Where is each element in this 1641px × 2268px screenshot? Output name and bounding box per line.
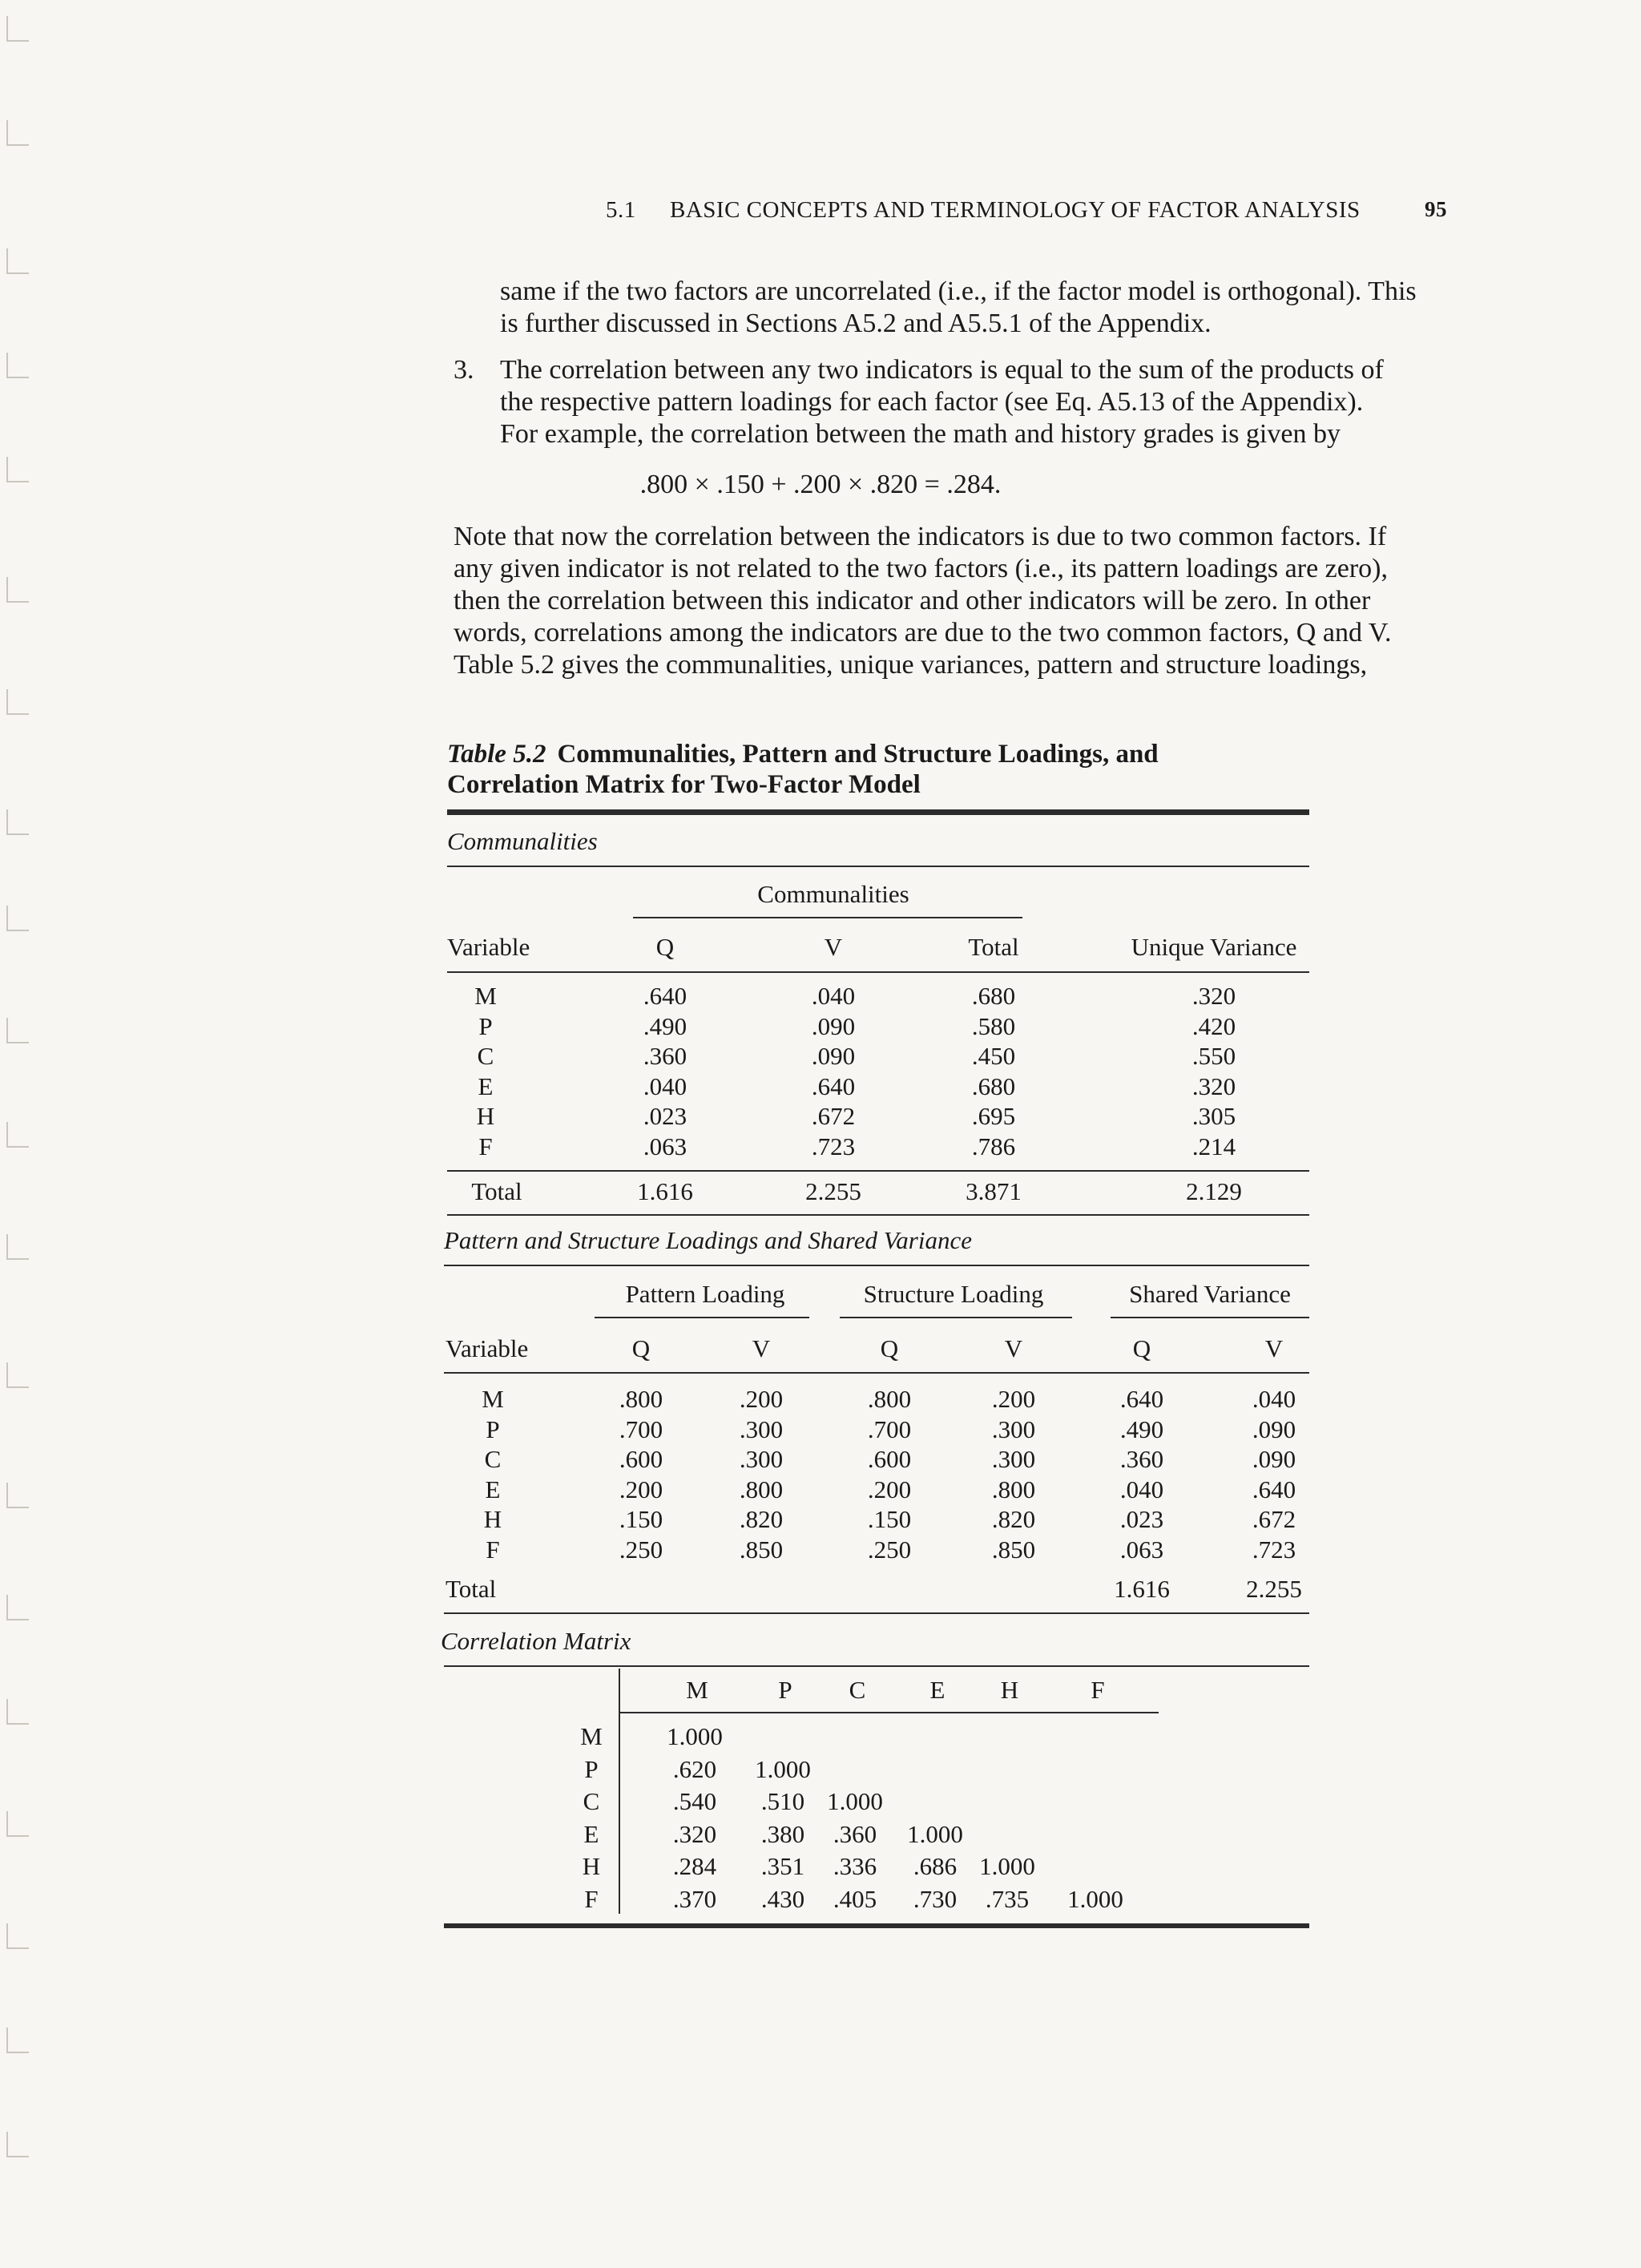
rule: [633, 917, 1022, 918]
table-cell: .820: [739, 1505, 784, 1533]
table-cell: .800: [739, 1475, 784, 1503]
table-cell: .786: [971, 1132, 1016, 1160]
table-cell: .640: [1252, 1475, 1296, 1503]
column-header: C: [849, 1676, 866, 1704]
table-cell: .490: [1119, 1414, 1164, 1443]
table-row: [0, 1504, 1641, 1535]
table-cell: .360: [643, 1042, 687, 1070]
table-cell: .320: [1191, 982, 1236, 1010]
table-cell: .023: [643, 1102, 687, 1130]
table-cell: .800: [619, 1385, 663, 1413]
table-cell: .090: [1252, 1414, 1296, 1443]
table-cell: .420: [1191, 1011, 1236, 1040]
text-line: For example, the correlation between the math and history grades is given by: [500, 419, 1341, 449]
rule: [447, 1214, 1309, 1216]
table-row: [0, 1444, 1641, 1475]
table-label: Table 5.2: [447, 740, 546, 769]
total-value: 1.616: [637, 1177, 693, 1205]
column-header: V: [1004, 1334, 1023, 1362]
table-bottom-rule: [444, 1923, 1309, 1928]
table-row: [0, 1475, 1641, 1505]
table-cell: 1.000: [827, 1787, 883, 1815]
table-cell: .600: [867, 1445, 912, 1473]
table-cell: .550: [1191, 1042, 1236, 1070]
group-header: Pattern Loading: [625, 1280, 785, 1308]
row-label: M: [474, 982, 497, 1010]
table-cell: .040: [811, 982, 856, 1010]
column-header: P: [778, 1676, 792, 1704]
table-cell: .370: [672, 1884, 717, 1913]
table-cell: .640: [643, 982, 687, 1010]
table-row: [0, 1384, 1641, 1414]
row-label: F: [478, 1132, 493, 1160]
correlation-section-title: Correlation Matrix: [441, 1627, 631, 1655]
table-cell: .250: [619, 1535, 663, 1564]
column-header: M: [686, 1676, 708, 1704]
table-cell: 1.000: [979, 1852, 1035, 1880]
row-label: E: [583, 1819, 599, 1848]
table-cell: .735: [985, 1884, 1030, 1913]
row-label: H: [483, 1505, 502, 1533]
column-header: V: [824, 933, 843, 961]
table-cell: .300: [991, 1445, 1036, 1473]
row-label: M: [580, 1722, 603, 1750]
communalities-section-title: Communalities: [447, 827, 598, 855]
table-cell: .090: [811, 1042, 856, 1070]
table-cell: .250: [867, 1535, 912, 1564]
total-value: 2.255: [805, 1177, 861, 1205]
table-cell: .320: [1191, 1071, 1236, 1100]
table-row: [0, 1414, 1641, 1445]
column-header: Q: [631, 1334, 651, 1362]
rule: [444, 1372, 1309, 1374]
table-cell: .063: [1119, 1535, 1164, 1564]
row-label: P: [584, 1754, 599, 1783]
table-row: [0, 1101, 1641, 1132]
rule: [444, 1612, 1309, 1614]
rule: [444, 1265, 1309, 1266]
table-cell: .360: [833, 1819, 877, 1848]
table-cell: .450: [971, 1042, 1016, 1070]
pattern-group-header-row: [0, 1279, 1641, 1310]
communalities-header-row: [0, 932, 1641, 962]
table-cell: .214: [1191, 1132, 1236, 1160]
table-row: [0, 1754, 1641, 1785]
table-cell: .580: [971, 1011, 1016, 1040]
column-header: V: [1264, 1334, 1284, 1362]
rule: [444, 1665, 1309, 1667]
table-cell: .063: [643, 1132, 687, 1160]
table-row: [0, 1071, 1641, 1102]
table-cell: .850: [991, 1535, 1036, 1564]
rule: [1111, 1317, 1309, 1318]
total-value: 2.255: [1246, 1575, 1302, 1603]
table-cell: .300: [739, 1414, 784, 1443]
table-row: [0, 1041, 1641, 1071]
rule: [447, 971, 1309, 973]
row-label: C: [484, 1445, 502, 1473]
row-label: C: [477, 1042, 494, 1070]
total-value: 1.616: [1114, 1575, 1170, 1603]
table-cell: 1.000: [907, 1819, 963, 1848]
table-cell: .672: [1252, 1505, 1296, 1533]
table-cell: .850: [739, 1535, 784, 1564]
table-row: [0, 1884, 1641, 1915]
table-cell: .284: [672, 1852, 717, 1880]
column-header: Q: [880, 1334, 899, 1362]
total-value: 2.129: [1186, 1177, 1242, 1205]
table-cell: .695: [971, 1102, 1016, 1130]
group-header: Structure Loading: [863, 1280, 1044, 1308]
table-cell: .200: [739, 1385, 784, 1413]
table-cell: .723: [1252, 1535, 1296, 1564]
table-cell: .040: [1119, 1475, 1164, 1503]
table-cell: .040: [643, 1071, 687, 1100]
rule: [620, 1712, 1159, 1713]
row-label: P: [478, 1011, 493, 1040]
column-header: F: [1091, 1676, 1105, 1704]
table-cell: .723: [811, 1132, 856, 1160]
table-row: [0, 1721, 1641, 1752]
table-cell: 1.000: [755, 1754, 811, 1783]
table-cell: .200: [991, 1385, 1036, 1413]
group-header: Communalities: [757, 880, 909, 908]
section-number: 5.1: [606, 197, 636, 223]
table-cell: .300: [991, 1414, 1036, 1443]
table-top-rule: [447, 809, 1309, 815]
table-cell: .800: [867, 1385, 912, 1413]
table-cell: .820: [991, 1505, 1036, 1533]
table-cell: .686: [913, 1852, 958, 1880]
text-line: then the correlation between this indicator and other indicators will be zero. In other: [454, 586, 1371, 615]
total-value: 3.871: [966, 1177, 1022, 1205]
column-header: H: [1000, 1676, 1019, 1704]
pattern-total-row: [0, 1574, 1641, 1604]
text-line: is further discussed in Sections A5.2 and A5.5.1 of the Appendix.: [500, 309, 1212, 338]
table-cell: .490: [643, 1011, 687, 1040]
table-cell: .640: [1119, 1385, 1164, 1413]
row-label: H: [476, 1102, 495, 1130]
table-cell: .430: [760, 1884, 805, 1913]
row-label: C: [583, 1787, 600, 1815]
row-label: M: [482, 1385, 504, 1413]
page-number: 95: [1425, 197, 1447, 221]
text-line: Table 5.2 gives the communalities, unique variances, pattern and structure loadings,: [454, 650, 1368, 680]
table-cell: .680: [971, 982, 1016, 1010]
table-cell: .200: [867, 1475, 912, 1503]
table-cell: .510: [760, 1787, 805, 1815]
table-caption: [447, 739, 1309, 800]
pattern-section-title: Pattern and Structure Loadings and Shared Variance: [444, 1226, 972, 1254]
text-line: words, correlations among the indicators are due to the two common factors, Q and V.: [454, 618, 1392, 648]
table-cell: .200: [619, 1475, 663, 1503]
text-line: same if the two factors are uncorrelated (i.e., if the factor model is orthogonal). This: [500, 276, 1417, 306]
table-cell: .023: [1119, 1505, 1164, 1533]
column-header: Total: [968, 933, 1019, 961]
table-cell: .540: [672, 1787, 717, 1815]
table-row: [0, 1819, 1641, 1850]
column-header: Q: [655, 933, 675, 961]
table-cell: .620: [672, 1754, 717, 1783]
row-label: H: [582, 1852, 601, 1880]
table-cell: .040: [1252, 1385, 1296, 1413]
table-cell: .700: [867, 1414, 912, 1443]
table-row: [0, 1535, 1641, 1565]
section-title: BASIC CONCEPTS AND TERMINOLOGY OF FACTOR ANALYSIS: [670, 197, 1361, 223]
equation: .800 × .150 + .200 × .820 = .284.: [639, 470, 1002, 499]
column-header: Q: [1132, 1334, 1151, 1362]
table-cell: .600: [619, 1445, 663, 1473]
table-row: [0, 981, 1641, 1011]
total-label: Total: [471, 1177, 522, 1205]
row-label: E: [485, 1475, 501, 1503]
column-header: V: [752, 1334, 771, 1362]
table-cell: .300: [739, 1445, 784, 1473]
table-cell: .090: [811, 1011, 856, 1040]
correlation-header-row: [0, 1675, 1641, 1705]
table-cell: .730: [913, 1884, 958, 1913]
row-label: P: [486, 1414, 500, 1443]
text-line: the respective pattern loadings for each factor (see Eq. A5.13 of the Appendix).: [500, 387, 1364, 417]
row-label: E: [478, 1071, 494, 1100]
table-cell: .672: [811, 1102, 856, 1130]
table-cell: 1.000: [1067, 1884, 1123, 1913]
table-cell: 1.000: [667, 1722, 723, 1750]
column-header: Unique Variance: [1131, 933, 1297, 961]
column-header: Variable: [447, 933, 530, 961]
column-header: Variable: [446, 1334, 529, 1362]
table-row: [0, 1011, 1641, 1042]
table-row: [0, 1786, 1641, 1817]
note-paragraph: [454, 521, 1447, 681]
communalities-total-row: [0, 1176, 1641, 1207]
table-cell: .380: [760, 1819, 805, 1848]
rule: [447, 866, 1309, 867]
table-row: [0, 1132, 1641, 1162]
pattern-header-row: [0, 1334, 1641, 1364]
table-cell: .305: [1191, 1102, 1236, 1130]
table-cell: .405: [833, 1884, 877, 1913]
table-cell: .680: [971, 1071, 1016, 1100]
table-cell: .360: [1119, 1445, 1164, 1473]
text-line: any given indicator is not related to the two factors (i.e., its pattern loadings are zero),: [454, 554, 1388, 583]
rule: [595, 1317, 809, 1318]
text-line: The correlation between any two indicators is equal to the sum of the products of: [500, 355, 1384, 385]
table-cell: .351: [760, 1852, 805, 1880]
table-cell: .150: [619, 1505, 663, 1533]
table-cell: .700: [619, 1414, 663, 1443]
total-label: Total: [446, 1575, 497, 1603]
caption-line: Correlation Matrix for Two-Factor Model: [447, 770, 921, 799]
table-cell: .150: [867, 1505, 912, 1533]
group-header: Shared Variance: [1129, 1280, 1291, 1308]
table-cell: .090: [1252, 1445, 1296, 1473]
rule: [840, 1317, 1072, 1318]
column-header: E: [929, 1676, 945, 1704]
caption-line: Communalities, Pattern and Structure Loadings, and: [557, 740, 1159, 769]
table-cell: .336: [833, 1852, 877, 1880]
row-label: F: [486, 1535, 500, 1564]
rule: [447, 1170, 1309, 1172]
communalities-group-header: [0, 879, 1641, 910]
table-cell: .320: [672, 1819, 717, 1848]
continued-paragraph: [500, 276, 1447, 340]
table-row: [0, 1851, 1641, 1882]
row-label: F: [584, 1884, 599, 1913]
text-line: Note that now the correlation between the indicators is due to two common factors. If: [454, 522, 1387, 551]
table-cell: .800: [991, 1475, 1036, 1503]
list-number: 3.: [454, 355, 474, 385]
table-cell: .640: [811, 1071, 856, 1100]
